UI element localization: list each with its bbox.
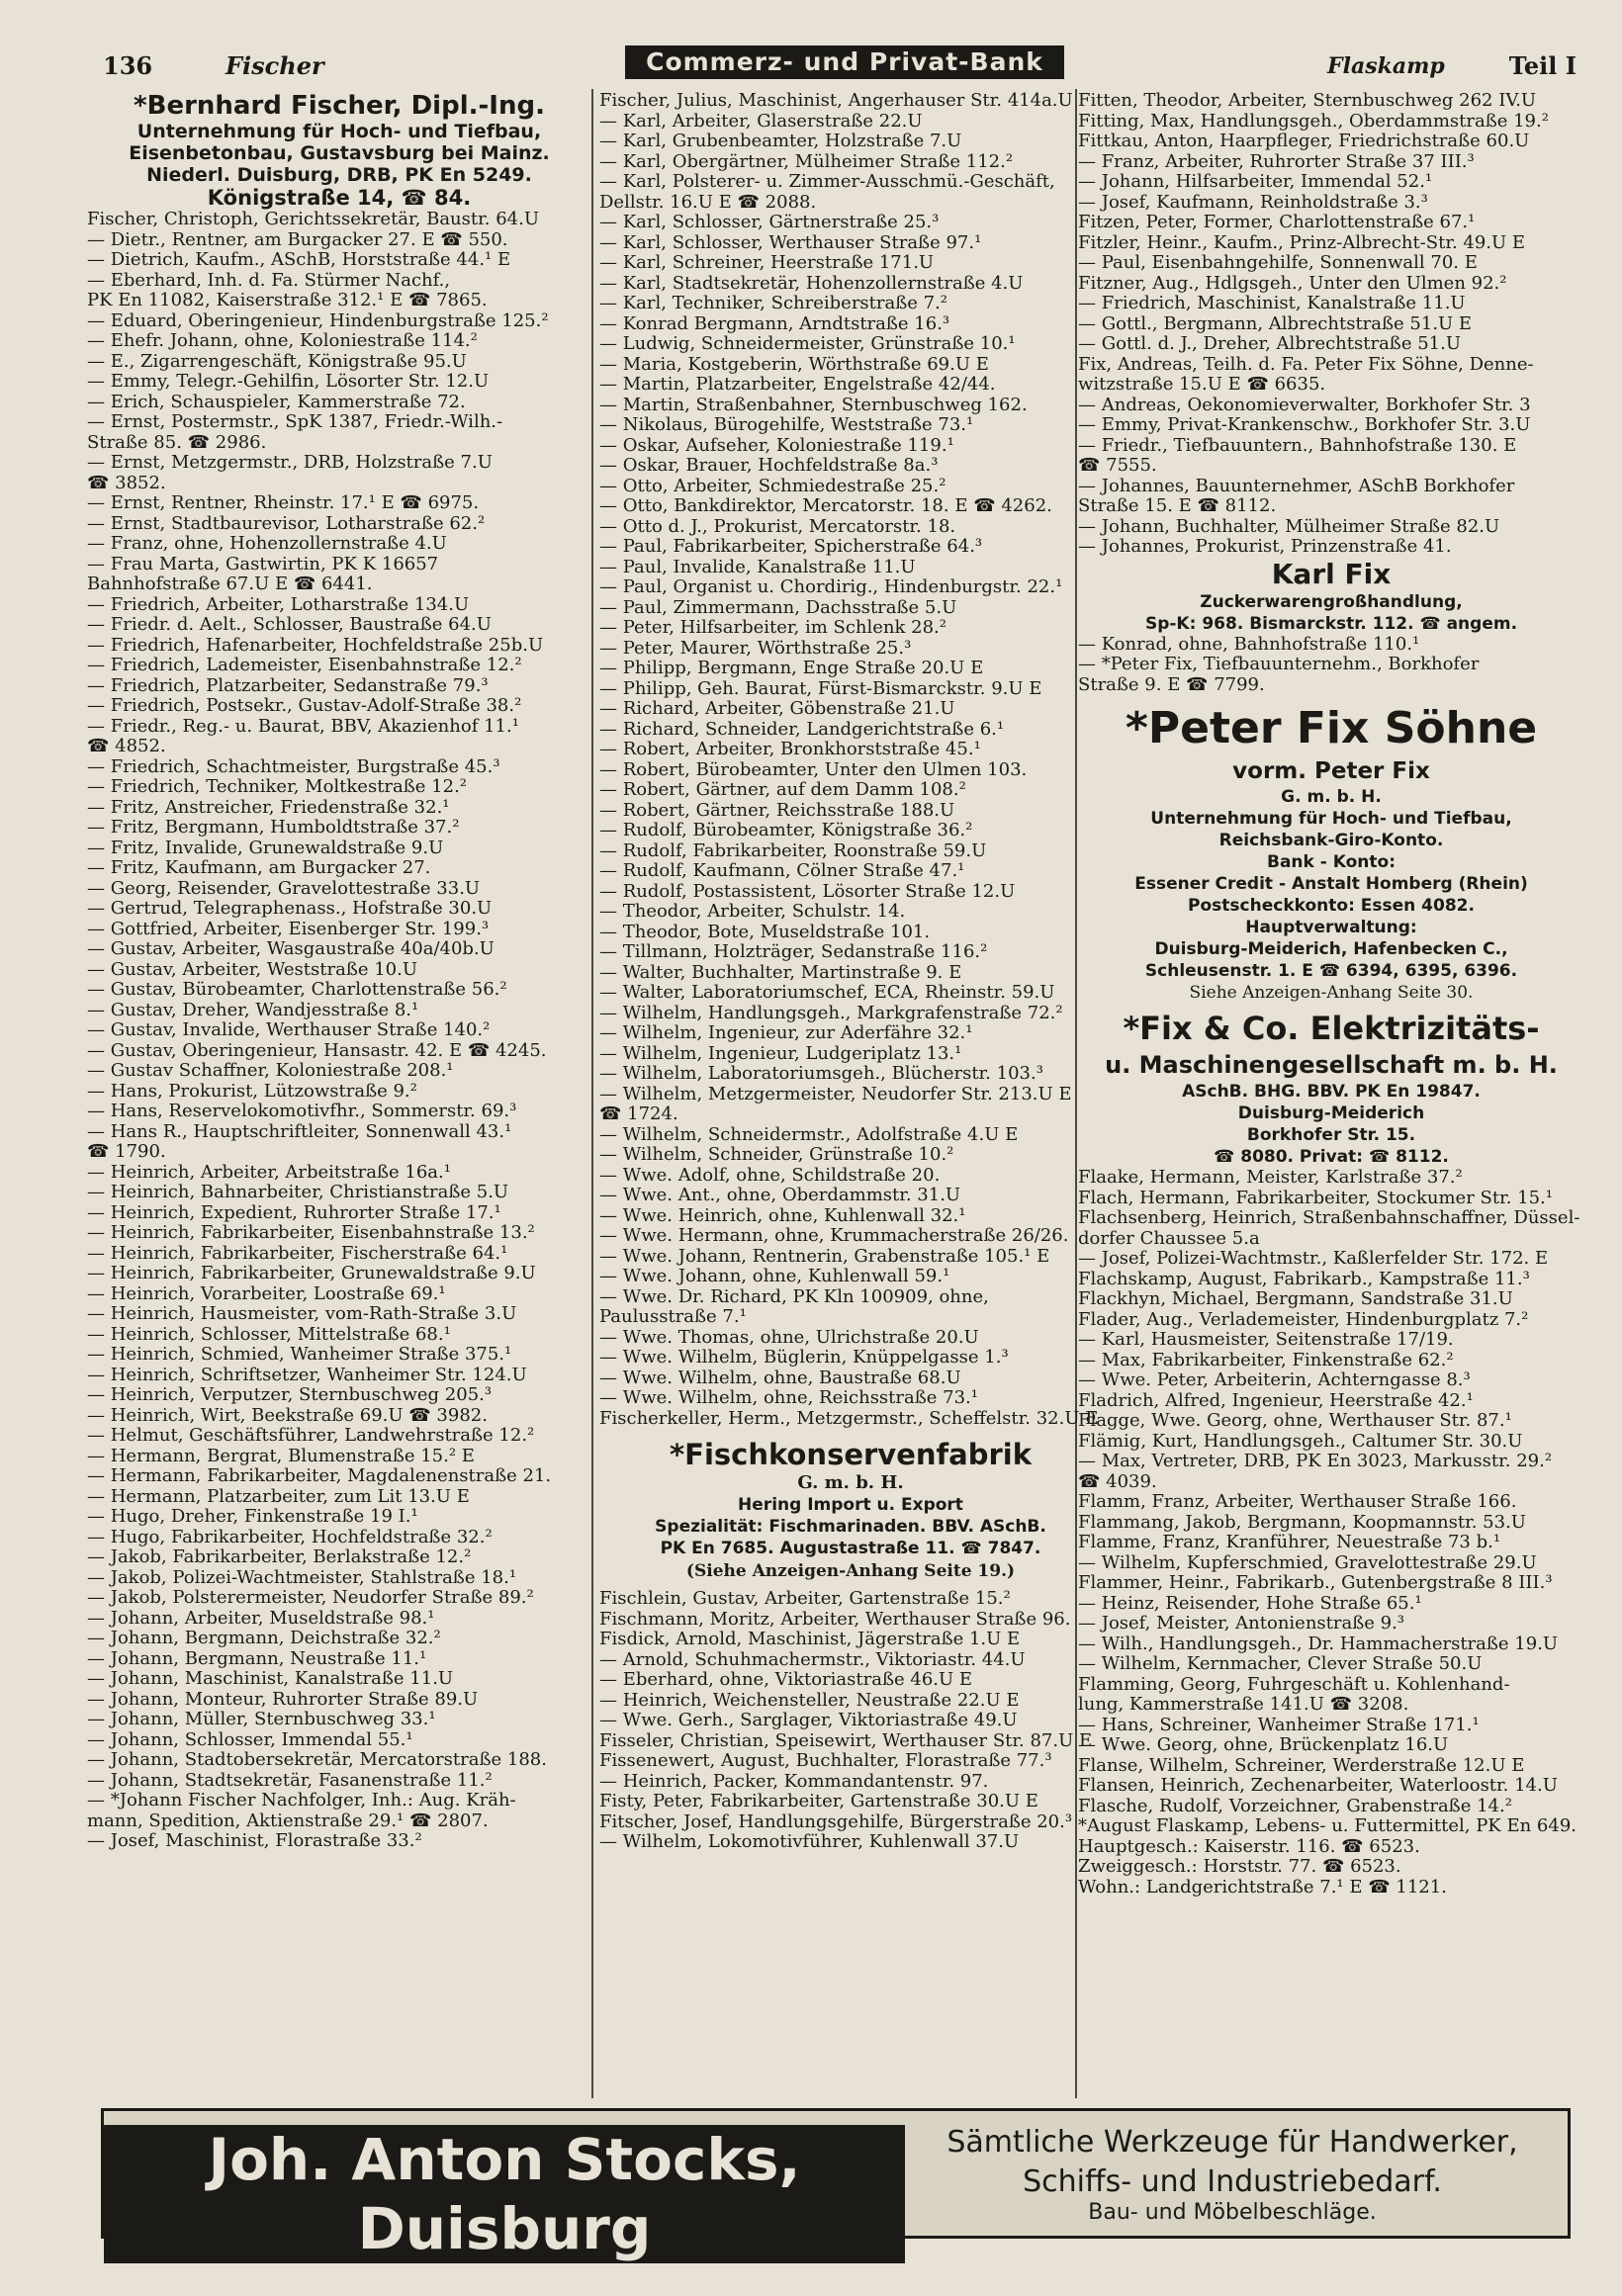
ad-line: u. Maschinengesellschaft m. b. H. [1105, 1051, 1558, 1079]
directory-entry: — Walter, Laboratoriumschef, ECA, Rheinstr. 59.U [599, 983, 1055, 1003]
directory-entry: — Wilhelm, Kupferschmied, Gravelottestraße 29.U [1078, 1552, 1537, 1573]
directory-entry: Paulusstraße 7.¹ [599, 1307, 747, 1327]
entry-list [1078, 635, 1584, 696]
ad-bernhard-fischer-title: *Bernhard Fischer, Dipl.-Ing. [134, 91, 545, 121]
directory-entry: — Wwe. Thomas, ohne, Ulrichstraße 20.U [599, 1327, 979, 1348]
directory-entry: Fitscher, Josef, Handlungsgehilfe, Bürgerstraße 20.³ [599, 1811, 1073, 1832]
directory-entry: — Josef, Kaufmann, Reinholdstraße 3.³ [1078, 192, 1428, 213]
directory-entry: — Hans, Schreiner, Wanheimer Straße 171.¹ [1078, 1715, 1480, 1735]
directory-entry: Flaake, Hermann, Meister, Karlstraße 37.² [1078, 1168, 1463, 1188]
directory-entry: Flamming, Georg, Fuhrgeschäft u. Kohlenhand- [1078, 1674, 1510, 1695]
directory-entry: — Friedrich, Platzarbeiter, Sedanstraße 79.³ [87, 675, 489, 696]
directory-entry: Flagge, Wwe. Georg, ohne, Werthauser Str. 87.¹ [1078, 1411, 1512, 1431]
directory-entry: — Wilhelm, Metzgermeister, Neudorfer Str. 213.U E [599, 1084, 1072, 1104]
ad-line: ASchB. BHG. BBV. PK En 19847. [1182, 1082, 1481, 1102]
directory-entry: Fitzler, Heinr., Kaufm., Prinz-Albrecht-Str. 49.U E [1078, 232, 1526, 253]
directory-entry: — Robert, Arbeiter, Bronkhorststraße 45.¹ [599, 740, 981, 759]
ad-fischkonservenfabrik-title: *Fischkonservenfabrik [669, 1438, 1032, 1471]
directory-entry: — Maria, Kostgeberin, Wörthstraße 69.U E [599, 354, 989, 375]
directory-entry: — Karl, Schreiner, Heerstraße 171.U [599, 253, 935, 273]
directory-entry: — Rudolf, Bürobeamter, Königstraße 36.² [599, 821, 973, 840]
directory-entry: Straße 85. ☎ 2986. [87, 432, 267, 453]
directory-entry: — Martin, Platzarbeiter, Engelstraße 42/44. [599, 375, 996, 395]
directory-entry: — Friedrich, Postsekr., Gustav-Adolf-Straße 38.² [87, 696, 522, 716]
directory-entry: — Franz, ohne, Hohenzollernstraße 4.U [87, 534, 447, 554]
directory-entry: — Wilhelm, Kernmacher, Clever Straße 50.U [1078, 1654, 1483, 1674]
directory-entry: — Paul, Invalide, Kanalstraße 11.U [599, 557, 916, 577]
directory-entry: Wohn.: Landgerichtstraße 7.¹ E ☎ 1121. [1078, 1877, 1447, 1898]
directory-entry: Fissenewert, August, Buchhalter, Florastraße 77.³ [599, 1751, 1052, 1771]
directory-entry: — Gottfried, Arbeiter, Eisenberger Str. 199.³ [87, 919, 490, 939]
directory-entry: — Richard, Schneider, Landgerichtstraße 6.¹ [599, 719, 1005, 740]
entry-list [87, 210, 591, 1852]
directory-entry: lung, Kammerstraße 141.U ☎ 3208. [1078, 1695, 1409, 1715]
directory-entry: — Nikolaus, Bürogehilfe, Weststraße 73.¹ [599, 415, 974, 435]
directory-entry: — Georg, Reisender, Gravelottestraße 33.U [87, 878, 481, 899]
footer-tagline-1: Sämtliche Werkzeuge für Handwerker, [946, 2125, 1518, 2160]
directory-entry: — Wilh., Handlungsgeh., Dr. Hammacherstraße 19.U [1078, 1634, 1559, 1654]
directory-entry: — Wwe. Wilhelm, ohne, Baustraße 68.U [599, 1368, 961, 1388]
directory-entry: — Wilhelm, Schneidermstr., Adolfstraße 4.U E [599, 1124, 1019, 1145]
directory-entry: — Otto, Bankdirektor, Mercatorstr. 18. E ☎ 4262. [599, 496, 1052, 516]
directory-entry: — Rudolf, Postassistent, Lösorter Straße 12.U [599, 881, 1016, 902]
directory-entry: — *Johann Fischer Nachfolger, Inh.: Aug. Kräh- [87, 1791, 516, 1810]
directory-entry: — Robert, Gärtner, auf dem Damm 108.² [599, 780, 966, 800]
directory-entry: — Karl, Grubenbeamter, Holzstraße 7.U [599, 132, 962, 151]
footer-tagline-3: Bau- und Möbelbeschläge. [1088, 2200, 1377, 2225]
directory-entry: — Heinrich, Bahnarbeiter, Christianstraße 5.U [87, 1183, 509, 1202]
directory-entry: mann, Spedition, Aktienstraße 29.¹ ☎ 2807. [87, 1810, 489, 1831]
directory-entry: — Wwe. Gerh., Sarglager, Viktoriastraße 49.U [599, 1711, 1018, 1730]
ad-karl-fix-title: Karl Fix [1271, 557, 1392, 590]
directory-entry: — Wwe. Dr. Richard, PK Kln 100909, ohne, [599, 1286, 989, 1307]
directory-entry: Bahnhofstraße 67.U E ☎ 6441. [87, 574, 373, 594]
directory-entry: — Frau Marta, Gastwirtin, PK K 16657 [87, 554, 439, 574]
directory-entry: — Peter, Maurer, Wörthstraße 25.³ [599, 638, 912, 659]
directory-entry: — Theodor, Arbeiter, Schulstr. 14. [599, 902, 906, 922]
footer-tagline-2: Schiffs- und Industriebedarf. [1023, 2164, 1442, 2199]
directory-entry: — Gustav, Arbeiter, Weststraße 10.U [87, 959, 418, 980]
directory-entry: — Hugo, Fabrikarbeiter, Hochfeldstraße 32.² [87, 1527, 493, 1547]
directory-entry: ☎ 4852. [87, 737, 166, 756]
directory-entry: — Dietrich, Kaufm., ASchB, Horststraße 44.¹ E [87, 250, 511, 270]
directory-entry: — Peter, Hilfsarbeiter, im Schlenk 28.² [599, 618, 946, 638]
directory-entry: — Fritz, Bergmann, Humboldtstraße 37.² [87, 818, 460, 838]
directory-entry: ☎ 3852. [87, 473, 166, 493]
last-entry-word: Flaskamp [1327, 53, 1445, 79]
directory-entry: Flämig, Kurt, Handlungsgeh., Caltumer Str. 30.U [1078, 1431, 1523, 1452]
ad-line: Siehe Anzeigen-Anhang Seite 30. [1189, 983, 1474, 1003]
directory-entry: — Franz, Arbeiter, Ruhrorter Straße 37 III.³ [1078, 151, 1475, 172]
page-number: 136 [103, 51, 153, 80]
directory-entry: — Friedrich, Lademeister, Eisenbahnstraße 12.² [87, 656, 522, 675]
directory-entry: — Eduard, Oberingenieur, Hindenburgstraße 125.² [87, 310, 549, 331]
directory-entry: — Gustav Schaffner, Koloniestraße 208.¹ [87, 1061, 454, 1081]
directory-entry: — Wwe. Johann, ohne, Kuhlenwall 59.¹ [599, 1267, 950, 1286]
ad-line: Unternehmung für Hoch- und Tiefbau, [136, 121, 542, 142]
directory-entry: — Emmy, Telegr.-Gehilfin, Lösorter Str. 12.U [87, 372, 490, 392]
directory-entry: Flachsenberg, Heinrich, Straßenbahnschaffner, Düssel- [1078, 1208, 1580, 1228]
directory-entry: — Gottl., Bergmann, Albrechtstraße 51.U E [1078, 313, 1473, 334]
directory-entry: — Wilhelm, Lokomotivführer, Kuhlenwall 37.U [599, 1832, 1020, 1852]
ad-line: Zuckerwarengroßhandlung, [1200, 591, 1463, 612]
ad-line: ☎ 8080. Privat: ☎ 8112. [1214, 1147, 1449, 1167]
directory-entry: — Fritz, Kaufmann, am Burgacker 27. [87, 858, 431, 878]
directory-entry: — Theodor, Bote, Museldstraße 101. [599, 922, 931, 942]
directory-entry: — Heinrich, Packer, Kommandantenstr. 97. [599, 1771, 989, 1792]
directory-entry: — Karl, Stadtsekretär, Hohenzollernstraße 4.U [599, 273, 1024, 294]
directory-entry: — Konrad Bergmann, Arndtstraße 16.³ [599, 313, 950, 334]
directory-entry: — Heinrich, Expedient, Ruhrorter Straße 17.¹ [87, 1202, 501, 1223]
directory-entry: — Ernst, Postermstr., SpK 1387, Friedr.-Wilh.- [87, 412, 503, 432]
ad-line: Sp-K: 968. Bismarckstr. 112. ☎ angem. [1144, 613, 1518, 634]
directory-entry: — Wwe. Johann, Rentnerin, Grabenstraße 105.¹ E [599, 1246, 1050, 1267]
directory-entry: — Wwe. Adolf, ohne, Schildstraße 20. [599, 1165, 941, 1186]
directory-entry: — Johann, Buchhalter, Mülheimer Straße 82.U [1078, 516, 1500, 537]
directory-entry: — Rudolf, Kaufmann, Cölner Straße 47.¹ [599, 861, 965, 881]
directory-entry: ☎ 1790. [87, 1142, 166, 1162]
directory-entry: Flammer, Heinr., Fabrikarb., Gutenbergstraße 8 III.³ [1078, 1573, 1553, 1593]
ad-line: Postscheckkonto: Essen 4082. [1188, 896, 1475, 916]
ad-line: G. m. b. H. [797, 1472, 904, 1493]
directory-entry: — Jakob, Polsterermeister, Neudorfer Straße 89.² [87, 1588, 534, 1608]
directory-entry: — Josef, Meister, Antonienstraße 9.³ [1078, 1614, 1405, 1634]
directory-entry: — Wwe. Ant., ohne, Oberdammstr. 31.U [599, 1186, 961, 1205]
directory-entry: — Helmut, Geschäftsführer, Landwehrstraße 12.² [87, 1426, 535, 1446]
ad-fix-co-title: *Fix & Co. Elektrizitäts- [1123, 1010, 1540, 1047]
directory-entry: Fischer, Julius, Maschinist, Angerhauser Str. 414a.U [599, 91, 1073, 111]
directory-entry: ☎ 4039. [1078, 1471, 1157, 1492]
directory-entry: — Johann, Arbeiter, Museldstraße 98.¹ [87, 1608, 435, 1629]
directory-entry: — Johann, Stadtsekretär, Fasanenstraße 11.² [87, 1770, 493, 1791]
directory-entry: — Eberhard, Inh. d. Fa. Stürmer Nachf., [87, 270, 451, 291]
directory-entry: Zweiggesch.: Horststr. 77. ☎ 6523. [1078, 1857, 1401, 1877]
directory-entry: — Oskar, Aufseher, Koloniestraße 119.¹ [599, 435, 954, 456]
ad-line: Duisburg-Meiderich [1237, 1104, 1425, 1123]
directory-entry: — Jakob, Fabrikarbeiter, Berlakstraße 12.² [87, 1547, 472, 1567]
directory-entry: Hauptgesch.: Kaiserstr. 116. ☎ 6523. [1078, 1836, 1420, 1857]
header-banner: Commerz- und Privat-Bank [625, 45, 1064, 79]
directory-entry: — Ernst, Metzgermstr., DRB, Holzstraße 7.U [87, 453, 493, 473]
directory-entry: — Paul, Fabrikarbeiter, Spicherstraße 64.³ [599, 537, 983, 557]
directory-entry: — Heinz, Reisender, Hohe Straße 65.¹ [1078, 1593, 1422, 1614]
footer-phone: Fernsprecher 234. [658, 2200, 861, 2224]
directory-entry: Fladrich, Alfred, Ingenieur, Heerstraße 42.¹ [1078, 1390, 1474, 1411]
entry-list [599, 1589, 1102, 1853]
directory-entry: — Heinrich, Vorarbeiter, Loostraße 69.¹ [87, 1283, 446, 1304]
column-divider [591, 89, 593, 2098]
ad-line: PK En 7685. Augustastraße 11. ☎ 7847. [660, 1539, 1041, 1558]
directory-entry: — Heinrich, Fabrikarbeiter, Fischerstraße 64.¹ [87, 1243, 508, 1264]
directory-entry: Fischlein, Gustav, Arbeiter, Gartenstraße 15.² [599, 1589, 1011, 1609]
footer-address: Kasinostrasse 5. [110, 2200, 295, 2224]
directory-entry: — Fritz, Anstreicher, Friedenstraße 32.¹ [87, 797, 450, 818]
ad-line: Unternehmung für Hoch- und Tiefbau, [1150, 809, 1512, 829]
directory-entry: PK En 11082, Kaiserstraße 312.¹ E ☎ 7865. [87, 291, 488, 310]
directory-entry: — Josef, Polizei-Wachtmstr., Kaßlerfelder Str. 172. E [1078, 1249, 1549, 1269]
ad-line: Königstraße 14, ☎ 84. [207, 186, 472, 210]
directory-entry: Flasche, Rudolf, Vorzeichner, Grabenstraße 14.² [1078, 1796, 1512, 1816]
directory-entry: Flammang, Jakob, Bergmann, Koopmannstr. 53.U [1078, 1512, 1526, 1533]
column-1 [87, 91, 591, 2098]
directory-entry: — Philipp, Geh. Baurat, Fürst-Bismarckstr. 9.U E [599, 678, 1042, 699]
ad-line: Borkhofer Str. 15. [1246, 1125, 1416, 1145]
directory-entry: — Hugo, Dreher, Finkenstraße 19 I.¹ [87, 1507, 418, 1527]
directory-entry: — Gustav, Invalide, Werthauser Straße 140.² [87, 1020, 491, 1040]
directory-entry: — Johann, Bergmann, Deichstraße 32.² [87, 1629, 441, 1648]
directory-entry: Fix, Andreas, Teilh. d. Fa. Peter Fix Söhne, Denne- [1078, 354, 1534, 375]
directory-entry: — Wwe. Wilhelm, ohne, Reichsstraße 73.¹ [599, 1388, 978, 1408]
directory-entry: — Gustav, Dreher, Wandjesstraße 8.¹ [87, 1000, 419, 1020]
directory-entry: — Hans, Reservelokomotivfhr., Sommerstr. 69.³ [87, 1102, 517, 1121]
directory-entry: — Otto, Arbeiter, Schmiedestraße 25.² [599, 476, 946, 496]
directory-entry: — Wwe. Heinrich, ohne, Kuhlenwall 32.¹ [599, 1205, 966, 1226]
directory-entry: — Johann, Bergmann, Neustraße 11.¹ [87, 1648, 427, 1669]
directory-entry: — Wwe. Hermann, ohne, Krummacherstraße 26/26. [599, 1226, 1069, 1246]
directory-entry: Fitzner, Aug., Hdlgsgeh., Unter den Ulmen 92.² [1078, 273, 1507, 294]
column-2 [599, 91, 1102, 2098]
entry-list [1078, 91, 1584, 558]
directory-entry: — Paul, Eisenbahngehilfe, Sonnenwall 70. E [1078, 253, 1478, 273]
directory-entry: — Friedrich, Maschinist, Kanalstraße 11.U [1078, 294, 1466, 313]
directory-entry: — Karl, Hausmeister, Seitenstraße 17/19. [1078, 1330, 1454, 1350]
directory-entry: — Max, Fabrikarbeiter, Finkenstraße 62.² [1078, 1350, 1454, 1370]
directory-entry: dorfer Chaussee 5.a [1078, 1228, 1260, 1249]
ad-line: Reichsbank-Giro-Konto. [1218, 831, 1444, 850]
ad-line: Hering Import u. Export [738, 1495, 963, 1515]
ad-peter-fix-soehne-title: *Peter Fix Söhne [1125, 703, 1538, 753]
directory-entry: — Heinrich, Schmied, Wanheimer Straße 375.¹ [87, 1345, 512, 1365]
directory-entry: — Friedrich, Techniker, Moltkestraße 12.² [87, 777, 468, 797]
ad-line: vorm. Peter Fix [1232, 758, 1430, 784]
directory-entry: Fittkau, Anton, Haarpfleger, Friedrichstraße 60.U [1078, 132, 1530, 151]
ad-line: Schleusenstr. 1. E ☎ 6394, 6395, 6396. [1144, 961, 1518, 981]
directory-entry: — Wilhelm, Schneider, Grünstraße 10.² [599, 1145, 954, 1165]
directory-entry: — Tillmann, Holzträger, Sedanstraße 116.² [599, 942, 988, 962]
directory-entry: — Karl, Schlosser, Gärtnerstraße 25.³ [599, 213, 940, 232]
directory-entry: — Johann, Hilfsarbeiter, Immendal 52.¹ [1078, 172, 1433, 192]
directory-entry: — Johannes, Prokurist, Prinzenstraße 41. [1078, 537, 1452, 557]
directory-entry: Flackhyn, Michael, Bergmann, Sandstraße 31.U [1078, 1289, 1513, 1309]
part-label: Teil I [1508, 51, 1577, 80]
directory-entry: — Karl, Arbeiter, Glaserstraße 22.U [599, 111, 923, 132]
ad-line: G. m. b. H. [1281, 787, 1382, 807]
directory-entry: — Max, Vertreter, DRB, PK En 3023, Markusstr. 29.² [1078, 1452, 1553, 1471]
directory-entry: Fischerkeller, Herm., Metzgermstr., Scheffelstr. 32.U E [599, 1408, 1099, 1429]
ad-line: Hauptverwaltung: [1245, 918, 1417, 937]
directory-entry: — Jakob, Polizei-Wachtmeister, Stahlstraße 18.¹ [87, 1567, 517, 1588]
directory-entry: — Wwe. Peter, Arbeiterin, Achterngasse 8.³ [1078, 1370, 1471, 1390]
directory-entry: — Paul, Organist u. Chordirig., Hindenburgstr. 22.¹ [599, 577, 1063, 597]
directory-entry: — Gustav, Bürobeamter, Charlottenstraße 56.² [87, 980, 507, 1000]
directory-entry: *August Flaskamp, Lebens- u. Futtermittel, PK En 649. [1078, 1816, 1577, 1836]
directory-entry: Fischmann, Moritz, Arbeiter, Werthauser Straße 96. [599, 1609, 1071, 1630]
ad-line: Spezialität: Fischmarinaden. BBV. ASchB. [655, 1517, 1046, 1537]
directory-entry: — Heinrich, Schriftsetzer, Wanheimer Str. 124.U [87, 1365, 527, 1385]
directory-entry: — Eberhard, ohne, Viktoriastraße 46.U E [599, 1670, 973, 1690]
ad-line: Essener Credit - Anstalt Homberg (Rhein) [1134, 874, 1528, 894]
directory-entry: — Friedrich, Hafenarbeiter, Hochfeldstraße 25b.U [87, 635, 544, 656]
directory-entry: — *Peter Fix, Tiefbauunternehm., Borkhofer [1078, 655, 1480, 674]
ad-line: (Siehe Anzeigen-Anhang Seite 19.) [685, 1561, 1016, 1581]
directory-entry: — Heinrich, Wirt, Beekstraße 69.U ☎ 3982. [87, 1405, 488, 1426]
directory-entry: — Hans, Prokurist, Lützowstraße 9.² [87, 1081, 417, 1102]
directory-entry: — Karl, Techniker, Schreiberstraße 7.² [599, 294, 948, 313]
directory-entry: — Wilhelm, Ingenieur, zur Aderfähre 32.¹ [599, 1023, 973, 1043]
directory-entry: — Johann, Maschinist, Kanalstraße 11.U [87, 1669, 454, 1689]
page-header [103, 44, 1577, 83]
directory-entry: — Friedrich, Schachtmeister, Burgstraße 45.³ [87, 756, 500, 777]
directory-entry: — Erich, Schauspieler, Kammerstraße 72. [87, 392, 466, 412]
directory-entry: Flachskamp, August, Fabrikarb., Kampstraße 11.³ [1078, 1269, 1530, 1289]
directory-entry: — Wwe. Wilhelm, Büglerin, Knüppelgasse 1.³ [599, 1348, 1009, 1368]
directory-entry: — Andreas, Oekonomieverwalter, Borkhofer Str. 3 [1078, 395, 1531, 415]
ad-line: Niederl. Duisburg, DRB, PK En 5249. [146, 164, 532, 186]
directory-entry: Fischer, Christoph, Gerichtssekretär, Baustr. 64.U [87, 210, 539, 229]
directory-entry: — Rudolf, Fabrikarbeiter, Roonstraße 59.U [599, 840, 987, 861]
directory-entry: — Johannes, Bauunternehmer, ASchB Borkhofer [1078, 476, 1515, 496]
directory-entry: — Oskar, Brauer, Hochfeldstraße 8a.³ [599, 456, 939, 476]
directory-entry: witzstraße 15.U E ☎ 6635. [1078, 375, 1326, 395]
entry-list [1078, 1168, 1584, 1898]
directory-entry: — E., Zigarrengeschäft, Königstraße 95.U [87, 351, 467, 372]
directory-entry: — Johann, Schlosser, Immendal 55.¹ [87, 1729, 413, 1750]
directory-entry: — Philipp, Bergmann, Enge Straße 20.U E [599, 659, 984, 678]
directory-entry: Fitten, Theodor, Arbeiter, Sternbuschweg 262 IV.U [1078, 91, 1537, 111]
directory-entry: ☎ 1724. [599, 1104, 678, 1124]
entry-list [599, 91, 1102, 1429]
directory-entry: Straße 15. E ☎ 8112. [1078, 496, 1277, 516]
directory-entry: Flader, Aug., Verlademeister, Hindenburgplatz 7.² [1078, 1309, 1529, 1330]
directory-entry: ☎ 7555. [1078, 456, 1157, 476]
directory-entry: — Wilhelm, Ingenieur, Ludgeriplatz 13.¹ [599, 1043, 962, 1064]
directory-entry: — Martin, Straßenbahner, Sternbuschweg 162. [599, 395, 1028, 415]
directory-entry: — Ludwig, Schneidermeister, Grünstraße 10.¹ [599, 334, 1016, 354]
directory-entry: — Gertrud, Telegraphenass., Hofstraße 30.U [87, 899, 493, 919]
directory-entry: — Robert, Gärtner, Reichsstraße 188.U [599, 800, 955, 821]
directory-entry: — Heinrich, Hausmeister, vom-Rath-Straße 3.U [87, 1304, 517, 1324]
directory-entry: Fisseler, Christian, Speisewirt, Werthauser Str. 87.U E [599, 1730, 1093, 1751]
directory-entry: Flansen, Heinrich, Zechenarbeiter, Waterloostr. 14.U [1078, 1776, 1558, 1796]
directory-entry: — Hermann, Platzarbeiter, zum Lit 13.U E [87, 1486, 470, 1507]
footer-firm-name: Joh. Anton Stocks, Duisburg [104, 2125, 905, 2263]
directory-entry: — Karl, Obergärtner, Mülheimer Straße 112.² [599, 151, 1014, 172]
directory-entry: Fisty, Peter, Fabrikarbeiter, Gartenstraße 30.U E [599, 1792, 1038, 1811]
directory-entry: — Johann, Monteur, Ruhrorter Straße 89.U [87, 1689, 479, 1710]
directory-entry: — Ernst, Stadtbaurevisor, Lotharstraße 62.² [87, 513, 486, 534]
directory-entry: — Richard, Arbeiter, Göbenstraße 21.U [599, 699, 955, 719]
directory-entry: — Wilhelm, Handlungsgeh., Markgrafenstraße 72.² [599, 1003, 1063, 1023]
ad-line: Duisburg-Meiderich, Hafenbecken C., [1154, 939, 1508, 959]
directory-entry: Straße 9. E ☎ 7799. [1078, 674, 1265, 695]
directory-entry: — Hermann, Fabrikarbeiter, Magdalenenstraße 21. [87, 1466, 552, 1486]
directory-entry: — Gustav, Arbeiter, Wasgaustraße 40a/40b.U [87, 939, 495, 959]
directory-entry: Flamme, Franz, Kranführer, Neuestraße 73 b.¹ [1078, 1533, 1501, 1552]
directory-entry: — Emmy, Privat-Krankenschw., Borkhofer Str. 3.U [1078, 415, 1531, 435]
directory-entry: — Karl, Polsterer- u. Zimmer-Ausschmü.-Geschäft, [599, 172, 1055, 192]
directory-entry: — Friedr., Reg.- u. Baurat, BBV, Akazienhof 11.¹ [87, 716, 519, 737]
directory-entry: — Heinrich, Weichensteller, Neustraße 22.U E [599, 1690, 1020, 1711]
directory-entry: — Josef, Maschinist, Florastraße 33.² [87, 1831, 422, 1851]
directory-entry: — Johann, Müller, Sternbuschweg 33.¹ [87, 1710, 436, 1729]
directory-entry: — Ernst, Rentner, Rheinstr. 17.¹ E ☎ 6975. [87, 493, 480, 513]
directory-entry: — Heinrich, Fabrikarbeiter, Eisenbahnstraße 13.² [87, 1223, 535, 1243]
column-3 [1078, 91, 1584, 2098]
directory-entry: Fitting, Max, Handlungsgeh., Oberdammstraße 19.² [1078, 111, 1549, 132]
directory-entry: — Friedr., Tiefbauuntern., Bahnhofstraße 130. E [1078, 435, 1517, 456]
directory-entry: — Robert, Bürobeamter, Unter den Ulmen 103. [599, 759, 1028, 780]
directory-entry: Fitzen, Peter, Former, Charlottenstraße 67.¹ [1078, 213, 1476, 232]
directory-entry: — Wilhelm, Laboratoriumsgeh., Blücherstr. 103.³ [599, 1064, 1043, 1084]
directory-entry: — Ehefr. Johann, ohne, Koloniestraße 114.² [87, 331, 478, 351]
directory-entry: — Heinrich, Fabrikarbeiter, Grunewaldstraße 9.U [87, 1264, 536, 1283]
directory-entry: Flanse, Wilhelm, Schreiner, Werderstraße 12.U E [1078, 1755, 1525, 1776]
directory-entry: — Arnold, Schuhmachermstr., Viktoriastr. 44.U [599, 1649, 1026, 1670]
directory-entry: Flach, Hermann, Fabrikarbeiter, Stockumer Str. 15.¹ [1078, 1188, 1553, 1208]
directory-entry: — Otto d. J., Prokurist, Mercatorstr. 18. [599, 516, 956, 537]
directory-entry: — Hans R., Hauptschriftleiter, Sonnenwall 43.¹ [87, 1121, 512, 1142]
directory-entry: — Konrad, ohne, Bahnhofstraße 110.¹ [1078, 634, 1420, 655]
ad-line: Eisenbetonbau, Gustavsburg bei Mainz. [129, 142, 550, 164]
directory-entry: — Paul, Zimmermann, Dachsstraße 5.U [599, 597, 957, 618]
directory-entry: — Gustav, Oberingenieur, Hansastr. 42. E ☎ 4245. [87, 1040, 547, 1061]
directory-entry: — Heinrich, Verputzer, Sternbuschweg 205.³ [87, 1385, 493, 1405]
footer-advertisement [101, 2108, 1571, 2262]
directory-entry: — Gottl. d. J., Dreher, Albrechtstraße 51.U [1078, 334, 1461, 354]
directory-entry: — Fritz, Invalide, Grunewaldstraße 9.U [87, 838, 444, 858]
directory-entry: — Heinrich, Arbeiter, Arbeitstraße 16a.¹ [87, 1162, 451, 1183]
directory-entry: — Heinrich, Schlosser, Mittelstraße 68.¹ [87, 1324, 451, 1345]
directory-entry: — Walter, Buchhalter, Martinstraße 9. E [599, 962, 962, 983]
first-entry-word: Fischer [225, 51, 324, 80]
directory-entry: — Wwe. Georg, ohne, Brückenplatz 16.U [1078, 1735, 1449, 1755]
directory-entry: Flamm, Franz, Arbeiter, Werthauser Straße 166. [1078, 1492, 1517, 1512]
directory-entry: Fisdick, Arnold, Maschinist, Jägerstraße 1.U E [599, 1630, 1021, 1649]
directory-entry: — Friedr. d. Aelt., Schlosser, Baustraße 64.U [87, 615, 492, 635]
directory-entry: — Friedrich, Arbeiter, Lotharstraße 134.U [87, 594, 470, 615]
directory-entry: — Johann, Stadtobersekretär, Mercatorstraße 188. [87, 1750, 547, 1770]
directory-entry: — Hermann, Bergrat, Blumenstraße 15.² E [87, 1446, 475, 1466]
directory-entry: — Karl, Schlosser, Werthauser Straße 97.¹ [599, 232, 982, 253]
ad-line: Bank - Konto: [1267, 852, 1396, 872]
directory-entry: — Dietr., Rentner, am Burgacker 27. E ☎ 550. [87, 229, 508, 250]
directory-entry: Dellstr. 16.U E ☎ 2088. [599, 192, 817, 213]
